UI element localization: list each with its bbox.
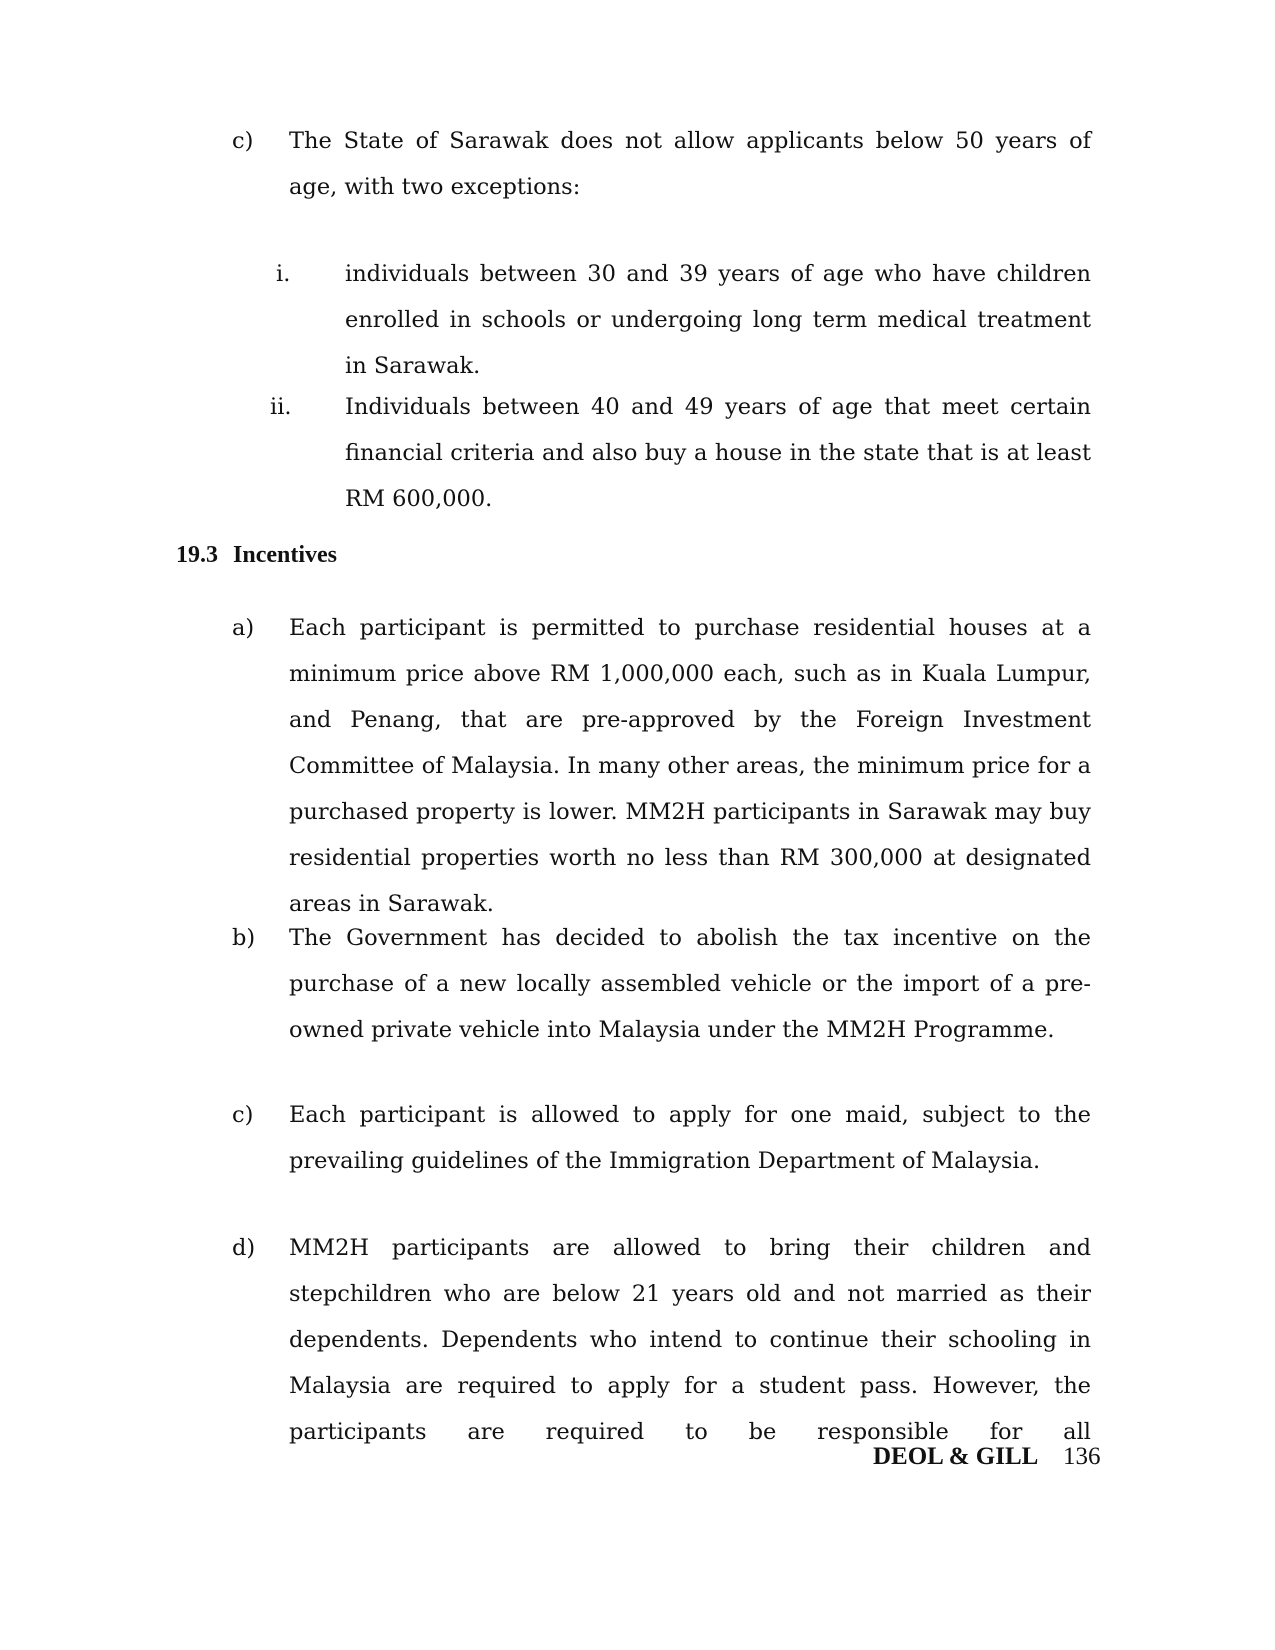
paragraph: The State of Sarawak does not allow applicants below 50 years of age, with two exceptions: <box>289 128 1091 200</box>
list-marker: a) <box>232 615 255 641</box>
list-marker: i. <box>276 261 291 287</box>
paragraph: Each participant is allowed to apply for one maid, subject to the prevailing guidelines of the Immigration Department of Malaysia. <box>289 1102 1091 1174</box>
section-title: Incentives <box>233 542 337 568</box>
paragraph: The Government has decided to abolish the tax incentive on the purchase of a new locally assembled vehicle or the import of a pre-owned private vehicle into Malaysia under the MM2H Programme. <box>289 925 1091 1043</box>
section-number: 19.3 <box>176 542 218 568</box>
list-marker: ii. <box>270 394 292 420</box>
paragraph: MM2H participants are allowed to bring their children and stepchildren who are below 21 years old and not married as their dependents. Dependents who intend to continue their schooling in Malaysia are required to apply for a student pass. However, the participants are required to be responsible for all <box>289 1235 1091 1445</box>
list-marker: d) <box>232 1235 256 1261</box>
list-marker: b) <box>232 925 256 951</box>
paragraph: Each participant is permitted to purchase residential houses at a minimum price above RM 1,000,000 each, such as in Kuala Lumpur, and Penang, that are pre-approved by the Foreign Investment Committee of Malaysia. In many other areas, the minimum price for a purchased property is lower. MM2H participants in Sarawak may buy residential properties worth no less than RM 300,000 at designated areas in Sarawak. <box>289 615 1091 917</box>
footer-firm-name: DEOL & GILL <box>873 1443 1039 1470</box>
paragraph: individuals between 30 and 39 years of age who have children enrolled in schools or undergoing long term medical treatment in Sarawak. <box>345 261 1091 379</box>
paragraph: Individuals between 40 and 49 years of age that meet certain financial criteria and also buy a house in the state that is at least RM 600,000. <box>345 394 1091 512</box>
list-marker: c) <box>232 128 254 154</box>
list-marker: c) <box>232 1102 254 1128</box>
page-number: 136 <box>1063 1443 1101 1470</box>
